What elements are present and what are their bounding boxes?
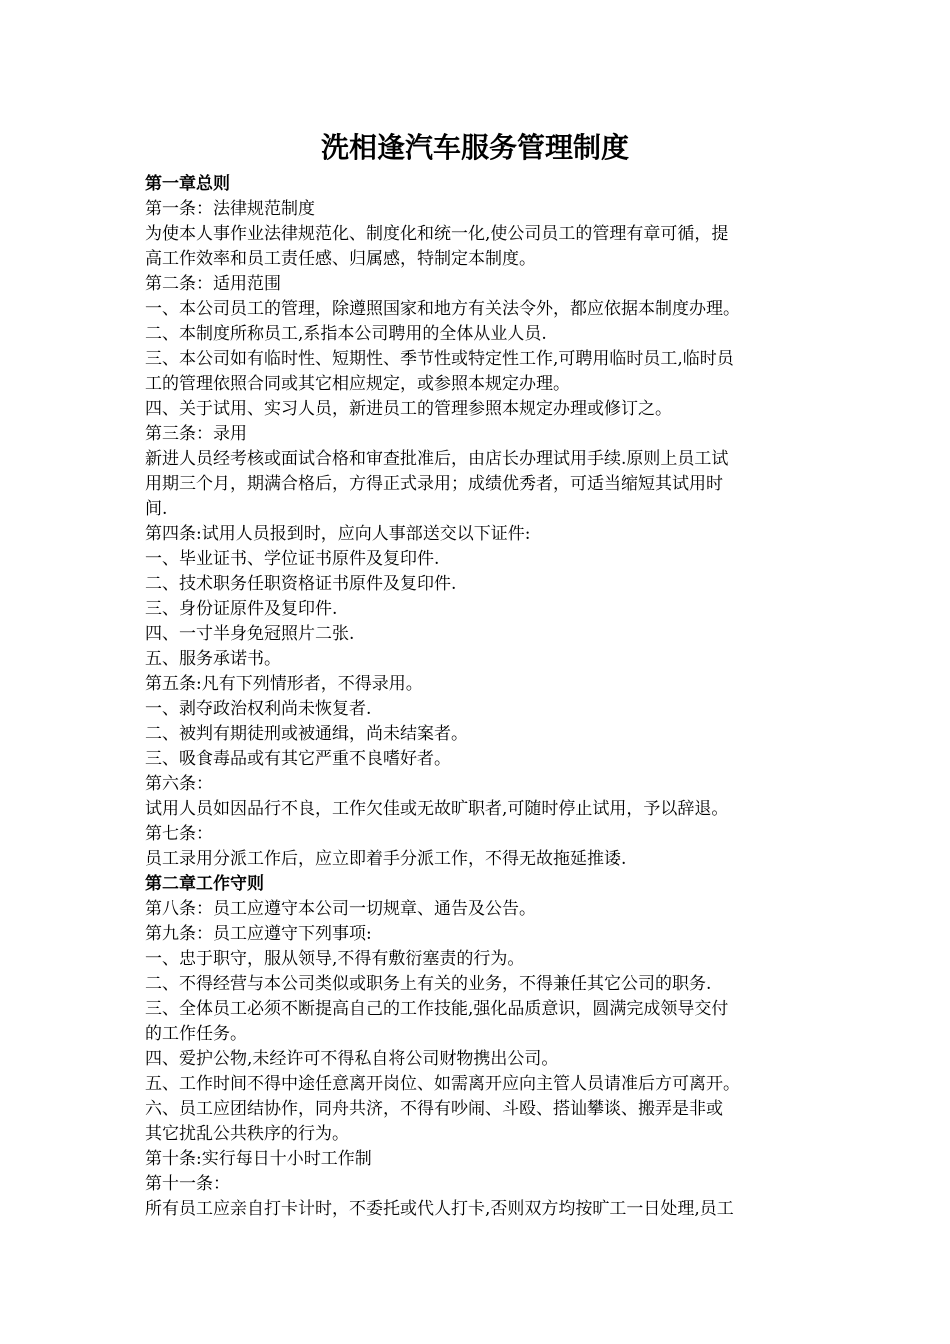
text-line: 间. <box>145 499 168 519</box>
text-line: 第二条：适用范围 <box>145 274 281 294</box>
text-line: 三、本公司如有临时性、短期性、季节性或特定性工作,可聘用临时员工,临时员 <box>145 349 734 369</box>
document-title: 洗相逢汽车服务管理制度 <box>320 131 629 164</box>
text-line: 四、关于试用、实习人员，新进员工的管理参照本规定办理或修订之。 <box>145 399 672 419</box>
text-line: 五、服务承诺书。 <box>145 649 281 669</box>
text-line: 其它扰乱公共秩序的行为。 <box>145 1124 349 1144</box>
text-line: 二、本制度所称员工,系指本公司聘用的全体从业人员. <box>145 324 547 344</box>
chapter-heading: 第二章工作守则 <box>145 874 264 894</box>
text-line: 二、不得经营与本公司类似或职务上有关的业务，不得兼任其它公司的职务. <box>145 974 712 994</box>
document-body <box>145 172 807 1222</box>
text-line: 第五条:凡有下列情形者，不得录用。 <box>145 674 423 694</box>
text-line: 三、吸食毒品或有其它严重不良嗜好者。 <box>145 749 451 769</box>
text-line: 一、剥夺政治权利尚未恢复者. <box>145 699 372 719</box>
text-line: 第十一条： <box>145 1174 230 1194</box>
text-line: 高工作效率和员工责任感、归属感，特制定本制度。 <box>145 249 536 269</box>
chapter-heading: 第一章总则 <box>145 174 230 194</box>
text-line: 新进人员经考核或面试合格和审查批准后，由店长办理试用手续.原则上员工试 <box>145 449 729 469</box>
text-line: 第三条：录用 <box>145 424 247 444</box>
text-line: 二、技术职务任职资格证书原件及复印件. <box>145 574 457 594</box>
text-line: 员工录用分派工作后，应立即着手分派工作，不得无故拖延推诿. <box>145 849 627 869</box>
text-line: 一、本公司员工的管理，除遵照国家和地方有关法令外，都应依据本制度办理。 <box>145 299 740 319</box>
text-line: 第九条：员工应遵守下列事项: <box>145 924 372 944</box>
text-line: 一、忠于职守，服从领导,不得有敷衍塞责的行为。 <box>145 949 525 969</box>
text-line: 第十条:实行每日十小时工作制 <box>145 1149 372 1169</box>
text-line: 第六条： <box>145 774 213 794</box>
text-line: 六、员工应团结协作，同舟共济，不得有吵闹、斗殴、搭讪攀谈、搬弄是非或 <box>145 1099 723 1119</box>
text-line: 第七条： <box>145 824 213 844</box>
text-line: 第一条：法律规范制度 <box>145 199 315 219</box>
text-line: 四、一寸半身免冠照片二张. <box>145 624 355 644</box>
text-line: 试用人员如因品行不良，工作欠佳或无故旷职者,可随时停止试用，予以辞退。 <box>145 799 729 819</box>
text-line: 为使本人事作业法律规范化、制度化和统一化,使公司员工的管理有章可循，提 <box>145 224 729 244</box>
text-line: 第八条：员工应遵守本公司一切规章、通告及公告。 <box>145 899 536 919</box>
text-line: 第四条:试用人员报到时，应向人事部送交以下证件: <box>145 524 531 544</box>
text-line: 所有员工应亲自打卡计时，不委托或代人打卡,否则双方均按旷工一日处理,员工 <box>145 1199 734 1219</box>
text-line: 用期三个月，期满合格后，方得正式录用；成绩优秀者，可适当缩短其试用时 <box>145 474 723 494</box>
text-line: 五、工作时间不得中途任意离开岗位、如需离开应向主管人员请准后方可离开。 <box>145 1074 740 1094</box>
text-line: 的工作任务。 <box>145 1024 247 1044</box>
text-line: 一、毕业证书、学位证书原件及复印件. <box>145 549 440 569</box>
text-line: 三、身份证原件及复印件. <box>145 599 338 619</box>
text-line: 二、被判有期徒刑或被通缉，尚未结案者。 <box>145 724 468 744</box>
text-line: 三、全体员工必须不断提高自己的工作技能,强化品质意识，圆满完成领导交付 <box>145 999 729 1019</box>
text-line: 四、爱护公物,未经许可不得私自将公司财物携出公司。 <box>145 1049 559 1069</box>
text-line: 工的管理依照合同或其它相应规定，或参照本规定办理。 <box>145 374 570 394</box>
